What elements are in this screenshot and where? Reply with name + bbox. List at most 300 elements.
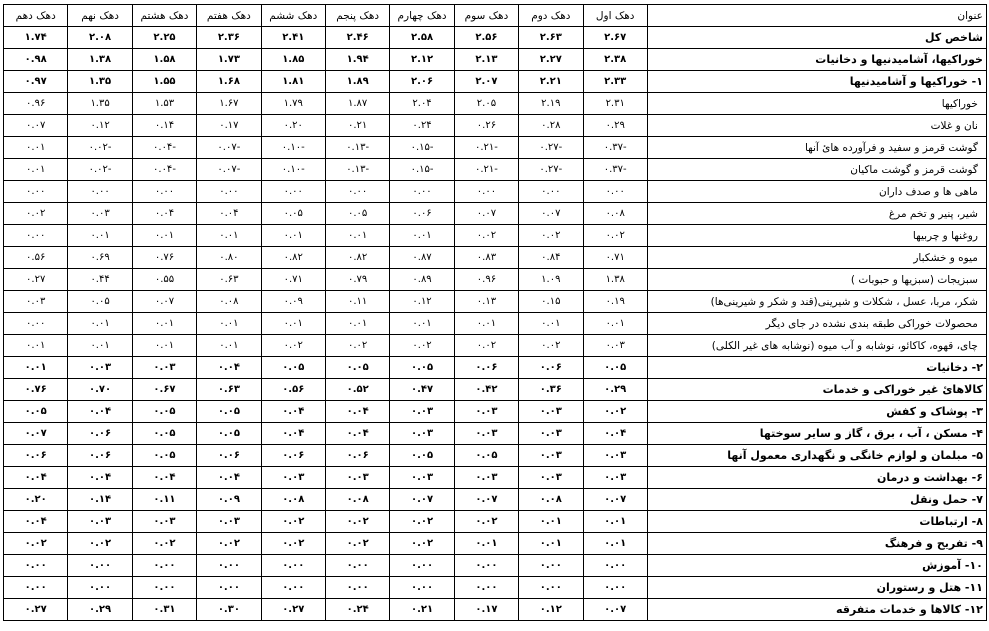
value-cell: ۲.۳۶ (197, 27, 261, 49)
value-cell: ۰.۹۷ (4, 71, 68, 93)
value-cell: ۱.۹۴ (325, 49, 389, 71)
value-cell: ۰.۰۳ (390, 423, 454, 445)
value-cell: ۰.۰۲ (197, 533, 261, 555)
value-cell: ۰.۰۰ (4, 555, 68, 577)
value-cell: ۰.۷۰ (68, 379, 132, 401)
value-cell: ۰.۰۴ (68, 467, 132, 489)
table-row (4, 71, 987, 93)
value-cell: ۰.۰۰ (4, 225, 68, 247)
value-cell: ۰.۰۱ (454, 313, 518, 335)
table-row (4, 269, 987, 291)
value-cell: ۰.۰۲ (261, 511, 325, 533)
value-cell: ۰.۰۰ (325, 577, 389, 599)
value-cell: ۱.۵۸ (132, 49, 196, 71)
value-cell: ۰.۰۳ (261, 467, 325, 489)
value-cell: ۲.۵۸ (390, 27, 454, 49)
row-label: میوه و خشکبار (647, 247, 986, 269)
value-cell: ۰.۰۲ (68, 533, 132, 555)
value-cell: ۰.۰۳ (519, 401, 583, 423)
value-cell: ۲.۳۸ (583, 49, 647, 71)
value-cell: ۰.۰۴ (197, 467, 261, 489)
value-cell: ۲.۲۱ (519, 71, 583, 93)
row-label: ۶- بهداشت و درمان (647, 467, 986, 489)
value-cell: ۰.۰۷ (519, 203, 583, 225)
row-label: ۱۲- کالاها و خدمات متفرقه (647, 599, 986, 621)
value-cell: ۰.۶۳ (197, 379, 261, 401)
value-cell: -۰.۰۴ (132, 137, 196, 159)
table-row (4, 423, 987, 445)
value-cell: ۰.۰۵ (325, 357, 389, 379)
value-cell: -۰.۳۷ (583, 159, 647, 181)
row-label: ۲- دخانیات (647, 357, 986, 379)
value-cell: ۰.۰۴ (4, 511, 68, 533)
decile-header: دهک اول (583, 5, 647, 27)
value-cell: ۰.۰۲ (390, 511, 454, 533)
table-row (4, 401, 987, 423)
value-cell: ۰.۰۰ (197, 577, 261, 599)
decile-header: دهک نهم (68, 5, 132, 27)
value-cell: ۰.۰۵ (197, 423, 261, 445)
value-cell: ۰.۱۱ (325, 291, 389, 313)
decile-header: دهک دهم (4, 5, 68, 27)
value-cell: ۰.۰۳ (68, 203, 132, 225)
value-cell: ۰.۱۲ (68, 115, 132, 137)
value-cell: ۰.۰۴ (197, 203, 261, 225)
value-cell: ۲.۴۱ (261, 27, 325, 49)
value-cell: ۰.۰۹ (261, 291, 325, 313)
value-cell: ۰.۴۲ (454, 379, 518, 401)
decile-header: دهک هفتم (197, 5, 261, 27)
decile-header: دهک سوم (454, 5, 518, 27)
value-cell: ۱.۷۹ (261, 93, 325, 115)
value-cell: ۰.۱۲ (519, 599, 583, 621)
value-cell: ۰.۸۰ (197, 247, 261, 269)
value-cell: ۰.۰۲ (325, 335, 389, 357)
row-label: ۴- مسکن ، آب ، برق ، گاز و سایر سوختها (647, 423, 986, 445)
value-cell: ۰.۰۰ (68, 555, 132, 577)
value-cell: ۰.۲۷ (4, 269, 68, 291)
table-row (4, 159, 987, 181)
value-cell: ۰.۸۳ (454, 247, 518, 269)
value-cell: ۲.۰۶ (390, 71, 454, 93)
value-cell: ۱.۳۵ (68, 93, 132, 115)
value-cell: ۰.۲۹ (583, 379, 647, 401)
value-cell: ۰.۱۷ (454, 599, 518, 621)
value-cell: ۰.۰۵ (454, 445, 518, 467)
value-cell: ۰.۰۰ (68, 181, 132, 203)
value-cell: ۰.۲۴ (390, 115, 454, 137)
table-row (4, 203, 987, 225)
row-label: گوشت قرمز و سفید و فرآورده هائ آنها (647, 137, 986, 159)
value-cell: ۰.۰۰ (325, 181, 389, 203)
value-cell: ۰.۰۳ (519, 445, 583, 467)
value-cell: ۰.۰۴ (261, 401, 325, 423)
value-cell: -۰.۲۷ (519, 159, 583, 181)
value-cell: ۰.۰۷ (132, 291, 196, 313)
value-cell: ۰.۰۱ (197, 335, 261, 357)
value-cell: ۰.۸۴ (519, 247, 583, 269)
value-cell: ۰.۰۱ (325, 225, 389, 247)
value-cell: ۰.۰۳ (4, 291, 68, 313)
value-cell: ۰.۰۲ (454, 335, 518, 357)
value-cell: ۰.۳۶ (519, 379, 583, 401)
value-cell: ۱.۸۹ (325, 71, 389, 93)
row-label: ۱۱- هتل و رستوران (647, 577, 986, 599)
value-cell: ۰.۰۳ (132, 511, 196, 533)
value-cell: ۰.۰۰ (519, 181, 583, 203)
value-cell: ۱.۰۹ (519, 269, 583, 291)
value-cell: ۰.۰۵ (390, 357, 454, 379)
value-cell: ۰.۰۰ (454, 555, 518, 577)
value-cell: ۰.۰۵ (197, 401, 261, 423)
row-label: ماهی ها و صدف داران (647, 181, 986, 203)
value-cell: -۰.۳۷ (583, 137, 647, 159)
value-cell: ۰.۵۵ (132, 269, 196, 291)
value-cell: ۰.۰۶ (454, 357, 518, 379)
row-label: ۱۰- آموزش (647, 555, 986, 577)
value-cell: ۰.۰۲ (519, 225, 583, 247)
value-cell: ۰.۰۱ (583, 511, 647, 533)
value-cell: ۰.۱۱ (132, 489, 196, 511)
value-cell: ۰.۰۰ (454, 181, 518, 203)
value-cell: ۰.۸۹ (390, 269, 454, 291)
value-cell: ۰.۰۲ (4, 533, 68, 555)
value-cell: ۰.۱۴ (132, 115, 196, 137)
value-cell: ۰.۰۱ (261, 225, 325, 247)
value-cell: ۰.۰۰ (583, 555, 647, 577)
value-cell: ۰.۰۰ (454, 577, 518, 599)
value-cell: ۰.۰۱ (390, 313, 454, 335)
value-cell: ۰.۶۹ (68, 247, 132, 269)
value-cell: ۰.۰۴ (197, 357, 261, 379)
value-cell: ۰.۷۶ (132, 247, 196, 269)
value-cell: ۲.۲۵ (132, 27, 196, 49)
row-label: چای، قهوه، کاکائو، نوشابه و آب میوه (نوشابه های غیر الکلی) (647, 335, 986, 357)
value-cell: ۰.۰۰ (390, 555, 454, 577)
value-cell: ۰.۰۱ (197, 313, 261, 335)
row-label: ۳- پوشاک و کفش (647, 401, 986, 423)
value-cell: -۰.۱۵ (390, 137, 454, 159)
table-row (4, 291, 987, 313)
value-cell: -۰.۰۲ (68, 137, 132, 159)
decile-header: دهک چهارم (390, 5, 454, 27)
value-cell: ۰.۰۲ (325, 533, 389, 555)
value-cell: ۰.۳۱ (132, 599, 196, 621)
value-cell: ۰.۰۶ (261, 445, 325, 467)
row-label: ۵- مبلمان و لوازم خانگی و نگهداری معمول آنها (647, 445, 986, 467)
table-row (4, 335, 987, 357)
value-cell: ۰.۹۶ (4, 93, 68, 115)
value-cell: ۰.۰۵ (390, 445, 454, 467)
row-label: ۹- تفریح و فرهنگ (647, 533, 986, 555)
table-row (4, 533, 987, 555)
table-row (4, 93, 987, 115)
value-cell: ۰.۰۰ (390, 181, 454, 203)
value-cell: ۲.۶۷ (583, 27, 647, 49)
value-cell: ۰.۰۰ (4, 181, 68, 203)
table-row (4, 313, 987, 335)
value-cell: ۰.۰۷ (583, 489, 647, 511)
value-cell: ۰.۰۸ (583, 203, 647, 225)
value-cell: ۲.۰۷ (454, 71, 518, 93)
value-cell: ۰.۰۱ (390, 225, 454, 247)
value-cell: -۰.۰۷ (197, 159, 261, 181)
row-label: خوراکیها (647, 93, 986, 115)
value-cell: ۱.۵۵ (132, 71, 196, 93)
value-cell: ۱.۸۵ (261, 49, 325, 71)
value-cell: ۰.۰۲ (454, 225, 518, 247)
value-cell: ۰.۰۴ (4, 467, 68, 489)
value-cell: ۰.۰۱ (4, 335, 68, 357)
value-cell: ۰.۰۰ (583, 577, 647, 599)
value-cell: ۰.۷۹ (325, 269, 389, 291)
table-row (4, 577, 987, 599)
value-cell: ۰.۰۴ (132, 203, 196, 225)
value-cell: -۰.۲۱ (454, 159, 518, 181)
value-cell: ۲.۳۱ (583, 93, 647, 115)
value-cell: ۰.۰۲ (132, 533, 196, 555)
row-label: سبزیجات (سبزیها و حبوبات ) (647, 269, 986, 291)
decile-header: دهک هشتم (132, 5, 196, 27)
value-cell: ۰.۰۱ (325, 313, 389, 335)
value-cell: ۰.۰۰ (68, 577, 132, 599)
row-label: گوشت قرمز و گوشت ماکیان (647, 159, 986, 181)
value-cell: ۰.۰۲ (261, 335, 325, 357)
value-cell: ۱.۷۴ (4, 27, 68, 49)
row-label: خوراکیها، آشامیدنیها و دخانیات (647, 49, 986, 71)
table-row (4, 27, 987, 49)
table-row (4, 489, 987, 511)
value-cell: ۰.۰۳ (68, 511, 132, 533)
value-cell: ۰.۰۵ (132, 445, 196, 467)
value-cell: ۰.۸۷ (390, 247, 454, 269)
value-cell: ۰.۰۷ (4, 115, 68, 137)
value-cell: ۰.۰۳ (519, 467, 583, 489)
value-cell: ۱.۵۳ (132, 93, 196, 115)
value-cell: ۰.۲۱ (325, 115, 389, 137)
value-cell: ۰.۹۶ (454, 269, 518, 291)
value-cell: ۰.۰۶ (4, 445, 68, 467)
value-cell: ۰.۰۲ (390, 335, 454, 357)
value-cell: ۰.۰۴ (261, 423, 325, 445)
row-label: شاخص کل (647, 27, 986, 49)
value-cell: ۰.۶۷ (132, 379, 196, 401)
value-cell: ۰.۰۰ (519, 555, 583, 577)
value-cell: ۲.۵۶ (454, 27, 518, 49)
value-cell: ۰.۰۱ (132, 313, 196, 335)
table-row (4, 181, 987, 203)
value-cell: ۰.۰۰ (4, 577, 68, 599)
value-cell: -۰.۰۷ (197, 137, 261, 159)
value-cell: ۰.۰۰ (132, 181, 196, 203)
value-cell: ۰.۰۸ (261, 489, 325, 511)
value-cell: ۰.۰۱ (454, 533, 518, 555)
table-row (4, 511, 987, 533)
value-cell: -۰.۲۱ (454, 137, 518, 159)
value-cell: ۰.۲۰ (4, 489, 68, 511)
row-label: ۱- خوراکیها و آشامیدنیها (647, 71, 986, 93)
value-cell: ۰.۰۰ (197, 555, 261, 577)
value-cell: ۰.۰۰ (261, 577, 325, 599)
row-label: ۸- ارتباطات (647, 511, 986, 533)
value-cell: ۰.۰۱ (583, 313, 647, 335)
value-cell: ۰.۰۱ (519, 511, 583, 533)
value-cell: ۲.۱۳ (454, 49, 518, 71)
value-cell: ۰.۰۳ (454, 401, 518, 423)
table-row (4, 137, 987, 159)
value-cell: ۰.۰۰ (197, 181, 261, 203)
value-cell: ۰.۱۲ (390, 291, 454, 313)
value-cell: ۱.۳۸ (68, 49, 132, 71)
value-cell: ۰.۰۵ (583, 357, 647, 379)
value-cell: ۰.۰۷ (454, 489, 518, 511)
value-cell: ۰.۵۶ (4, 247, 68, 269)
value-cell: ۰.۰۵ (325, 203, 389, 225)
value-cell: ۰.۲۱ (390, 599, 454, 621)
value-cell: ۲.۰۸ (68, 27, 132, 49)
value-cell: ۰.۳۰ (197, 599, 261, 621)
value-cell: ۰.۷۱ (261, 269, 325, 291)
value-cell: ۰.۰۱ (132, 335, 196, 357)
value-cell: ۰.۶۳ (197, 269, 261, 291)
value-cell: ۰.۲۴ (325, 599, 389, 621)
value-cell: ۰.۰۵ (132, 401, 196, 423)
value-cell: ۰.۰۷ (390, 489, 454, 511)
table-row (4, 445, 987, 467)
title-column-header: عنوان (647, 5, 986, 27)
value-cell: ۰.۲۰ (261, 115, 325, 137)
value-cell: ۱.۶۸ (197, 71, 261, 93)
value-cell: ۰.۱۹ (583, 291, 647, 313)
value-cell: ۰.۰۸ (197, 291, 261, 313)
table-row (4, 467, 987, 489)
value-cell: ۰.۰۳ (583, 335, 647, 357)
value-cell: ۰.۰۲ (325, 511, 389, 533)
value-cell: ۰.۷۶ (4, 379, 68, 401)
value-cell: ۰.۰۳ (454, 423, 518, 445)
value-cell: ۰.۱۳ (454, 291, 518, 313)
value-cell: ۰.۱۴ (68, 489, 132, 511)
value-cell: ۰.۰۶ (197, 445, 261, 467)
decile-inflation-table (3, 4, 987, 621)
value-cell: ۰.۰۳ (454, 467, 518, 489)
value-cell: ۰.۰۳ (68, 357, 132, 379)
value-cell: ۰.۰۳ (325, 467, 389, 489)
value-cell: ۰.۰۴ (325, 401, 389, 423)
value-cell: ۰.۰۰ (583, 181, 647, 203)
value-cell: ۰.۰۳ (583, 467, 647, 489)
value-cell: ۰.۰۳ (132, 357, 196, 379)
value-cell: -۰.۰۴ (132, 159, 196, 181)
value-cell: ۰.۰۰ (519, 577, 583, 599)
table-body (4, 27, 987, 621)
value-cell: ۰.۵۶ (261, 379, 325, 401)
value-cell: ۰.۰۳ (390, 401, 454, 423)
value-cell: ۰.۲۸ (519, 115, 583, 137)
value-cell: -۰.۱۳ (325, 159, 389, 181)
value-cell: ۰.۰۷ (583, 599, 647, 621)
value-cell: ۰.۰۱ (132, 225, 196, 247)
table-row (4, 247, 987, 269)
value-cell: ۲.۶۳ (519, 27, 583, 49)
value-cell: ۰.۰۳ (390, 467, 454, 489)
value-cell: ۰.۲۹ (68, 599, 132, 621)
value-cell: ۰.۲۷ (261, 599, 325, 621)
table-row (4, 555, 987, 577)
value-cell: ۰.۰۰ (325, 555, 389, 577)
value-cell: ۰.۰۳ (583, 445, 647, 467)
value-cell: ۰.۰۱ (583, 533, 647, 555)
value-cell: ۰.۰۴ (132, 467, 196, 489)
table-row (4, 599, 987, 621)
value-cell: ۰.۰۱ (4, 357, 68, 379)
value-cell: ۰.۲۷ (4, 599, 68, 621)
value-cell: ۰.۰۱ (261, 313, 325, 335)
decile-header: دهک ششم (261, 5, 325, 27)
value-cell: -۰.۱۵ (390, 159, 454, 181)
value-cell: ۰.۰۲ (261, 533, 325, 555)
value-cell: ۰.۰۱ (519, 313, 583, 335)
value-cell: ۰.۰۰ (132, 555, 196, 577)
value-cell: ۰.۰۶ (68, 423, 132, 445)
value-cell: ۰.۰۵ (132, 423, 196, 445)
value-cell: ۰.۰۱ (4, 159, 68, 181)
value-cell: ۰.۰۱ (519, 533, 583, 555)
value-cell: ۰.۰۷ (4, 423, 68, 445)
value-cell: ۰.۲۶ (454, 115, 518, 137)
value-cell: ۱.۳۵ (68, 71, 132, 93)
value-cell: ۰.۹۸ (4, 49, 68, 71)
value-cell: ۰.۰۱ (197, 225, 261, 247)
value-cell: ۱.۸۷ (325, 93, 389, 115)
value-cell: ۱.۷۳ (197, 49, 261, 71)
decile-header: دهک دوم (519, 5, 583, 27)
value-cell: ۲.۲۷ (519, 49, 583, 71)
value-cell: ۰.۰۰ (261, 181, 325, 203)
value-cell: ۰.۰۳ (197, 511, 261, 533)
value-cell: ۰.۸۲ (261, 247, 325, 269)
value-cell: -۰.۰۲ (68, 159, 132, 181)
row-label: شکر، مربا، عسل ، شکلات و شیرینی(قند و شکر و شیرینی‌ها) (647, 291, 986, 313)
decile-header: دهک پنجم (325, 5, 389, 27)
value-cell: ۰.۰۶ (390, 203, 454, 225)
value-cell: ۰.۰۶ (68, 445, 132, 467)
table-row (4, 49, 987, 71)
value-cell: ۲.۰۵ (454, 93, 518, 115)
table-container (3, 4, 986, 621)
value-cell: ۰.۲۹ (583, 115, 647, 137)
value-cell: ۰.۰۲ (454, 511, 518, 533)
value-cell: ۰.۰۲ (583, 401, 647, 423)
value-cell: ۰.۱۵ (519, 291, 583, 313)
value-cell: ۲.۴۶ (325, 27, 389, 49)
table-row (4, 115, 987, 137)
value-cell: ۰.۵۲ (325, 379, 389, 401)
value-cell: -۰.۱۳ (325, 137, 389, 159)
value-cell: ۰.۰۴ (325, 423, 389, 445)
row-label: نان و غلات (647, 115, 986, 137)
row-label: کالاهائ غیر خوراکی و خدمات (647, 379, 986, 401)
value-cell: ۰.۰۹ (197, 489, 261, 511)
value-cell: ۲.۳۳ (583, 71, 647, 93)
value-cell: ۰.۰۱ (68, 313, 132, 335)
value-cell: ۰.۰۶ (519, 357, 583, 379)
value-cell: ۰.۰۴ (68, 401, 132, 423)
value-cell: ۰.۱۷ (197, 115, 261, 137)
table-row (4, 225, 987, 247)
table-row (4, 357, 987, 379)
value-cell: ۰.۰۴ (583, 423, 647, 445)
